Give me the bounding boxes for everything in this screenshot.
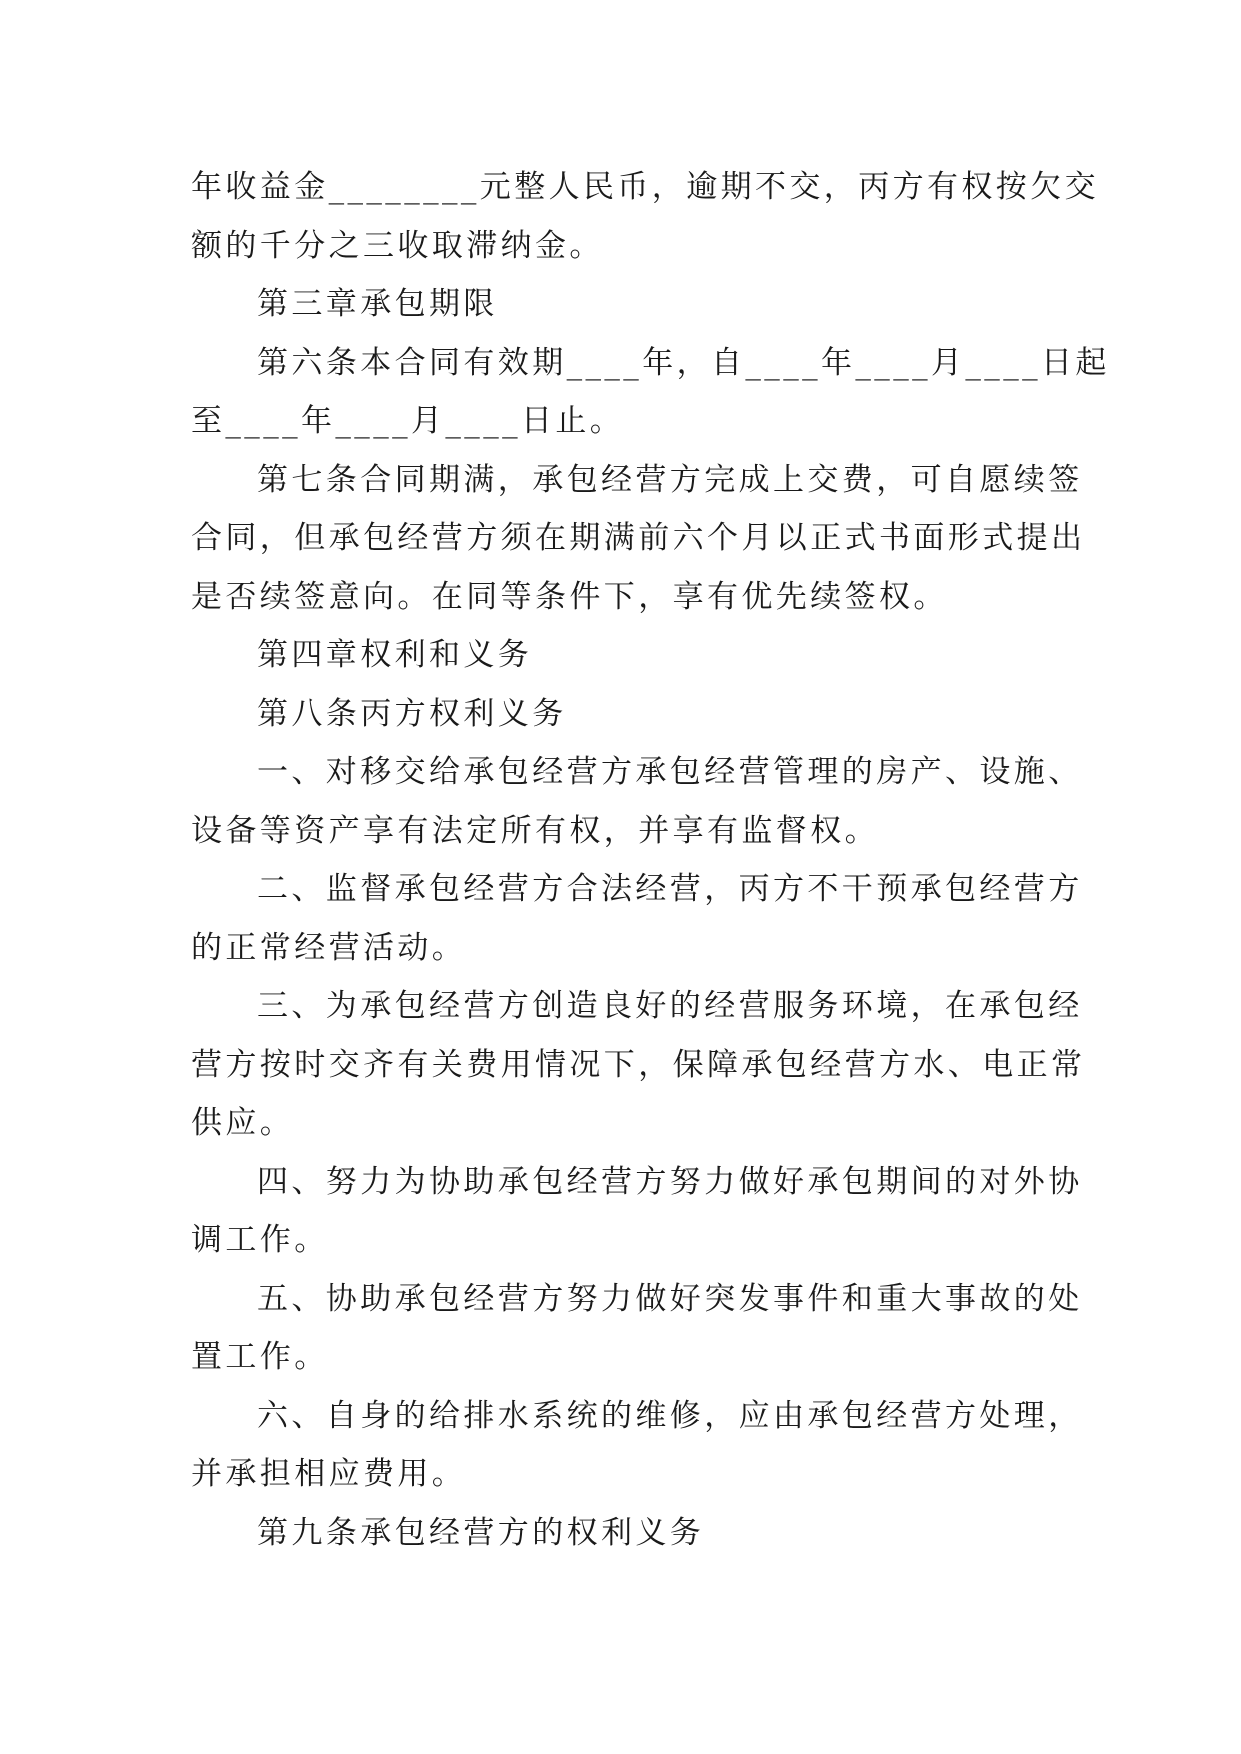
text-line: 调工作。 — [191, 1222, 329, 1258]
text-line: 年收益金________元整人民币，逾期不交，丙方有权按欠交 — [191, 169, 1099, 205]
text-line: 置工作。 — [191, 1339, 329, 1375]
text-line: 合同，但承包经营方须在期满前六个月以正式书面形式提出 — [191, 520, 1086, 556]
text-line: 供应。 — [191, 1105, 295, 1141]
chapter-heading: 第四章权利和义务 — [257, 637, 533, 673]
chapter-heading: 第三章承包期限 — [257, 286, 498, 322]
document-body — [191, 158, 1110, 1562]
article-heading: 第八条丙方权利义务 — [257, 695, 567, 732]
article-line: 第六条本合同有效期____年，自____年____月____日起 — [257, 344, 1110, 381]
list-item-line: 六、自身的给排水系统的维修，应由承包经营方处理， — [257, 1397, 1083, 1434]
list-item-line: 五、协助承包经营方努力做好突发事件和重大事故的处 — [257, 1280, 1083, 1317]
list-item-line: 四、努力为协助承包经营方努力做好承包期间的对外协 — [257, 1163, 1083, 1200]
text-line: 至____年____月____日止。 — [191, 403, 625, 439]
text-line: 营方按时交齐有关费用情况下，保障承包经营方水、电正常 — [191, 1046, 1086, 1083]
article-line: 第七条合同期满，承包经营方完成上交费，可自愿续签 — [257, 461, 1083, 498]
list-item-line: 二、监督承包经营方合法经营，丙方不干预承包经营方 — [257, 871, 1083, 907]
text-line: 并承担相应费用。 — [191, 1456, 467, 1492]
list-item-line: 三、为承包经营方创造良好的经营服务环境，在承包经 — [257, 988, 1083, 1024]
text-line: 额的千分之三收取滞纳金。 — [191, 227, 604, 264]
text-line: 是否续签意向。在同等条件下，享有优先续签权。 — [191, 578, 948, 615]
list-item-line: 一、对移交给承包经营方承包经营管理的房产、设施、 — [257, 754, 1083, 790]
text-line: 设备等资产享有法定所有权，并享有监督权。 — [191, 812, 879, 849]
text-line: 的正常经营活动。 — [191, 929, 467, 966]
article-heading: 第九条承包经营方的权利义务 — [257, 1514, 705, 1551]
